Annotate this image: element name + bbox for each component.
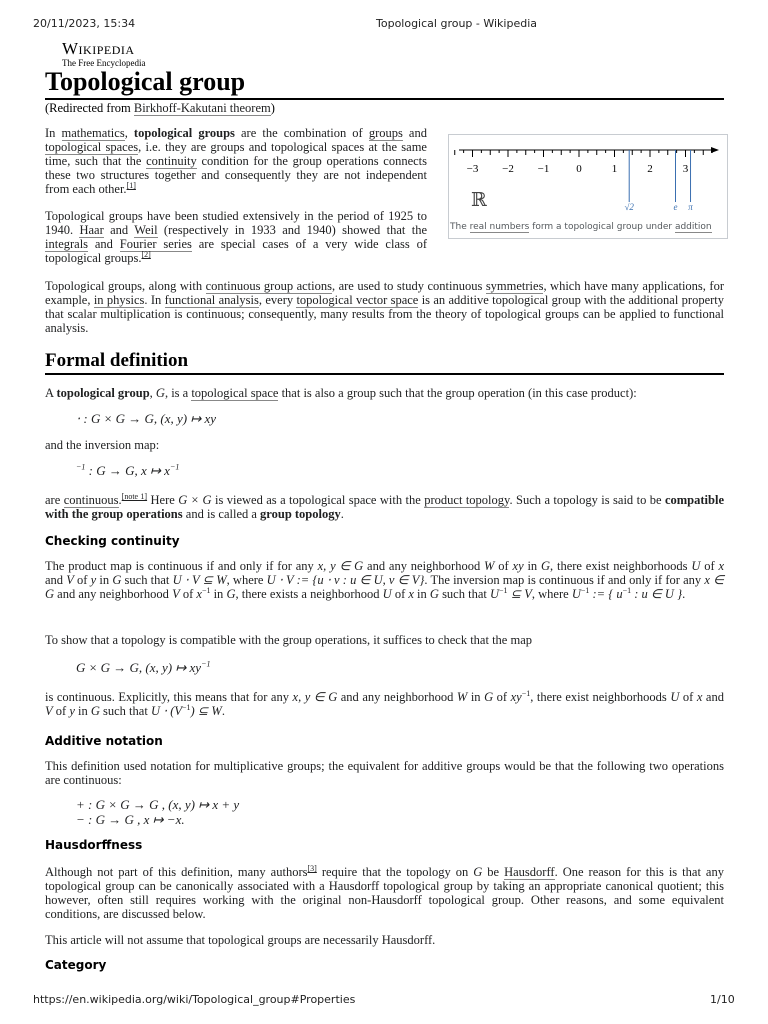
link-weil[interactable]: Weil bbox=[134, 223, 158, 237]
marker-label-sqrt2: √2 bbox=[624, 202, 634, 212]
redirect-link[interactable]: Birkhoff-Kakutani theorem bbox=[133, 101, 271, 115]
link-topological-spaces[interactable]: topological spaces bbox=[45, 140, 139, 154]
equation-addition: + : G × G → G , (x, y) ↦ x + y bbox=[76, 797, 240, 812]
link-in-physics[interactable]: in physics bbox=[93, 293, 145, 307]
caption-text-2: form a topological group under bbox=[529, 222, 675, 232]
link-topological-space[interactable]: topological space bbox=[191, 386, 279, 400]
print-datetime: 20/11/2023, 15:34 bbox=[33, 17, 136, 30]
formal-paragraph-1: A topological group, G, is a topological space that is also a group such that the group operation (in this case product): bbox=[45, 386, 637, 400]
checking-paragraph-3: is continuous. Explicitly, this means that for any x, y ∈ G and any neighborhood W in G of $xy^{-1}$, there exist neighborhoods U of x and V of y in G such that $U \cdot (V^{-1})$ ⊆ W. bbox=[45, 688, 724, 718]
link-product-topology[interactable]: product topology bbox=[424, 493, 510, 507]
equation-additive bbox=[76, 797, 676, 827]
checking-paragraph-1: The product map is continuous if and only if for any x, y ∈ G and any neighborhood W of xy in G, there exist neighborhoods U of x and V of y in G such that U ⋅ V ⊆ W, where U ⋅ V := {u ⋅ v : u ∈ U, v ∈ V}. The inversion map is continuous if and only if for any x ∈ G and any neighborhood V of $x^{-1}$ in G, there exists a neighborhood U of x in G such that $U^{-1}$ ⊆ V, where $U^{-1}$ := { $u^{-1}$ : u ∈ U }. bbox=[45, 559, 724, 601]
reals-symbol: ℝ bbox=[471, 189, 487, 211]
link-integrals[interactable]: integrals bbox=[45, 237, 89, 251]
link-continuity[interactable]: continuity bbox=[146, 154, 197, 168]
heading-additive-notation: Additive notation bbox=[45, 734, 163, 748]
intro-paragraph-2: Topological groups have been studied extensively in the period of 1925 to 1940. Haar and Weil (respectively in 1933 and 1940) showed that the integrals and Fourier series are special cases of a very wide class of topological groups.[2] bbox=[45, 209, 427, 265]
logo-tagline: The Free Encyclopedia bbox=[62, 58, 146, 68]
bold-group-topology: group topology bbox=[260, 507, 341, 521]
hausdorff-paragraph-1: Although not part of this definition, many authors[3] require that the topology on G be Hausdorff. One reason for this is that any topological group can be canonically associated with a Hausdorff topological group by taking an appropriate canonical quotient; this however, often still requires working with the original non-Hausdorff topological group. Other reasons, and some equivalent conditions, are discussed below. bbox=[45, 863, 724, 921]
print-url: https://en.wikipedia.org/wiki/Topological_group#Properties bbox=[33, 993, 356, 1006]
intro-paragraph-1: In mathematics, topological groups are the combination of groups and topological spaces, i.e. they are groups and topological spaces at the same time, such that the continuity condition for the group operations connects these two structures together and consequently they are not independent from each other.[1] bbox=[45, 126, 427, 196]
note-1[interactable]: [note 1] bbox=[121, 491, 148, 501]
page-title: Topological group bbox=[45, 66, 724, 100]
bold-topological-groups: topological groups bbox=[133, 126, 235, 140]
figure-caption bbox=[450, 222, 724, 232]
tick-label: 1 bbox=[611, 163, 618, 175]
equation-negation: − : G → G , x ↦ −x. bbox=[76, 812, 185, 827]
caption-text-1: The bbox=[450, 222, 470, 232]
link-hausdorff[interactable]: Hausdorff bbox=[504, 865, 555, 879]
intro-paragraph-3: Topological groups, along with continuous group actions, are used to study continuous symmetries, which have many applications, for example, in physics. In functional analysis, every topological vector space is an additive topological group with the additional property that scalar multiplication is continuous; consequently, many results from the theory of topological groups can be applied to functional analysis. bbox=[45, 279, 725, 335]
equation-compatibility: G × G → G, (x, y) ↦ $xy^{-1}$ bbox=[76, 659, 211, 675]
tick-label: −1 bbox=[537, 163, 550, 175]
print-page-title: Topological group - Wikipedia bbox=[376, 17, 538, 30]
reference-1[interactable]: [1] bbox=[126, 180, 136, 190]
marker-label-pi: π bbox=[688, 202, 693, 212]
link-topological-vector-space[interactable]: topological vector space bbox=[296, 293, 419, 307]
redirect-suffix: ) bbox=[270, 101, 275, 115]
formal-paragraph-2: and the inversion map: bbox=[45, 438, 160, 452]
link-mathematics[interactable]: mathematics bbox=[61, 126, 125, 140]
reference-3[interactable]: [3] bbox=[307, 863, 317, 873]
link-groups[interactable]: groups bbox=[368, 126, 403, 140]
heading-hausdorffness: Hausdorffness bbox=[45, 838, 143, 852]
print-page-number: 1/10 bbox=[710, 993, 735, 1006]
link-continuous[interactable]: continuous bbox=[63, 493, 119, 507]
redirect-note bbox=[45, 101, 275, 116]
reference-2[interactable]: [2] bbox=[141, 249, 151, 259]
caption-link-real-numbers[interactable]: real numbers bbox=[469, 222, 530, 232]
link-functional-analysis[interactable]: functional analysis bbox=[164, 293, 259, 307]
link-haar[interactable]: Haar bbox=[79, 223, 104, 237]
hausdorff-paragraph-2: This article will not assume that topological groups are necessarily Hausdorff. bbox=[45, 933, 436, 947]
heading-formal-definition: Formal definition bbox=[45, 349, 724, 375]
tick-label: 0 bbox=[576, 163, 582, 175]
bold-compatible: compatible with the group operations bbox=[45, 493, 724, 521]
link-symmetries[interactable]: symmetries bbox=[485, 279, 544, 293]
redirect-prefix: (Redirected from bbox=[45, 101, 134, 115]
marker-label-e: e bbox=[673, 202, 678, 212]
equation-inversion: $^{-1}$ : G → G, x ↦ $x^{-1}$ bbox=[76, 462, 180, 478]
tick-label: 3 bbox=[682, 163, 689, 175]
equation-product: ⋅ : G × G → G, (x, y) ↦ xy bbox=[76, 411, 217, 426]
tick-label: 2 bbox=[647, 163, 653, 175]
logo-wordmark: Wikipedia bbox=[62, 39, 135, 58]
heading-checking-continuity: Checking continuity bbox=[45, 534, 180, 548]
caption-link-addition[interactable]: addition bbox=[674, 222, 712, 232]
additive-paragraph-1: This definition used notation for multiplicative groups; the equivalent for additive groups would be that the following two operations are continuous: bbox=[45, 759, 724, 787]
link-fourier-series[interactable]: Fourier series bbox=[119, 237, 192, 251]
checking-paragraph-2: To show that a topology is compatible with the group operations, it suffices to check that the map bbox=[45, 633, 532, 647]
tick-label: −3 bbox=[466, 163, 479, 175]
tick-label: −2 bbox=[502, 163, 514, 175]
link-continuous-group-actions[interactable]: continuous group actions bbox=[205, 279, 332, 293]
bold-topological-group: topological group bbox=[56, 386, 150, 400]
heading-category: Category bbox=[45, 958, 107, 972]
wikipedia-logo[interactable] bbox=[62, 40, 145, 68]
formal-paragraph-3: are continuous.[note 1] Here G × G is viewed as a topological space with the product topology. Such a topology is said to be compatible with the group operations and is called a group topology. bbox=[45, 491, 724, 521]
